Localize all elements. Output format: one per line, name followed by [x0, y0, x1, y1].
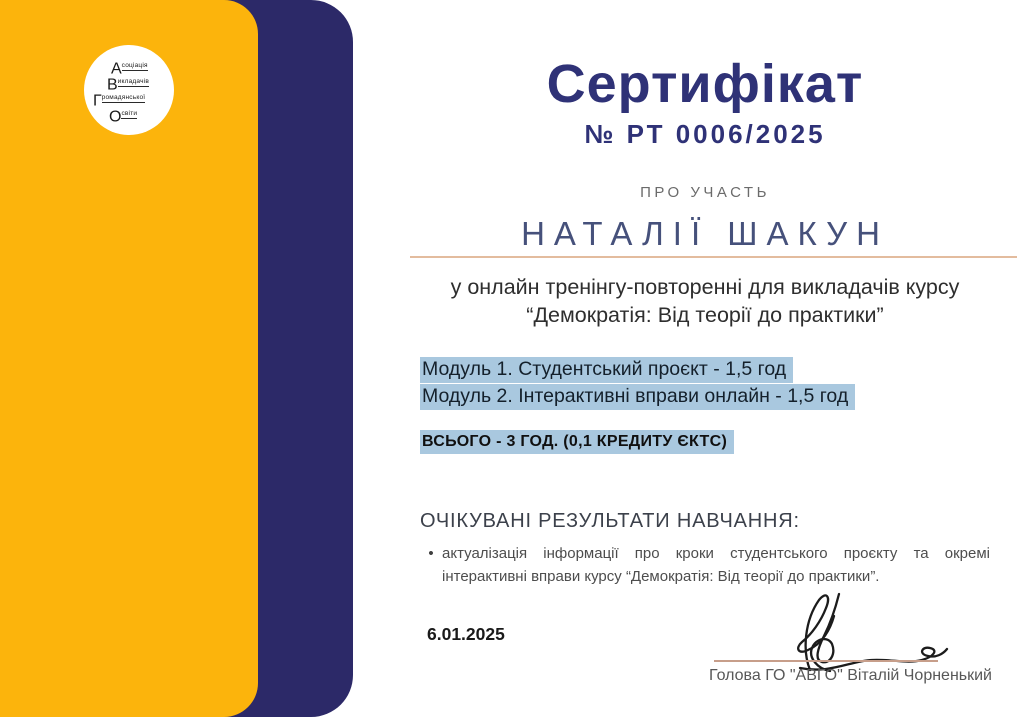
- outcome-text: актуалізація інформації про кроки студентського проєкту та окремі інтерактивні вправи курсу “Демократія: Від теорії до практики”.: [442, 545, 990, 585]
- outcome-item: [420, 543, 990, 588]
- logo-row: [107, 74, 174, 94]
- modules-list: [420, 357, 990, 410]
- logo-word: світи: [121, 110, 138, 117]
- certificate-content: [420, 0, 990, 588]
- course-line-1: у онлайн тренінгу-повторенні для викладачів курсу: [450, 274, 960, 299]
- signature-scribble: [772, 590, 952, 675]
- outcomes-heading: ОЧІКУВАНІ РЕЗУЛЬТАТИ НАВЧАННЯ:: [420, 510, 800, 533]
- course-description: [420, 273, 990, 330]
- logo-letter: В: [107, 76, 118, 94]
- logo-word: соціація: [121, 62, 148, 69]
- signature-line: [714, 660, 938, 662]
- module-item: Модуль 2. Інтерактивні вправи онлайн - 1,5 год: [420, 384, 855, 410]
- logo-letter: А: [111, 60, 122, 78]
- name-underline: [410, 256, 1017, 258]
- logo-word: ромадянської: [101, 94, 146, 101]
- module-item: Модуль 1. Студентський проєкт - 1,5 год: [420, 357, 793, 383]
- participation-label: ПРО УЧАСТЬ: [640, 183, 770, 201]
- avgo-logo: [84, 45, 174, 135]
- logo-word: икладачів: [117, 78, 149, 85]
- certificate-number: № РТ 0006/2025: [584, 118, 826, 149]
- course-line-2: “Демократія: Від теорії до практики”: [526, 303, 884, 328]
- certificate-date: 6.01.2025: [427, 624, 505, 644]
- signature-caption: Голова ГО "АВГО" Віталій Чорненький: [708, 667, 992, 684]
- bullet-icon: •: [428, 545, 434, 563]
- logo-row: [93, 90, 174, 110]
- certificate-title: Сертифікат: [546, 54, 864, 114]
- logo-letter: О: [109, 108, 122, 126]
- logo-row: [111, 58, 174, 78]
- recipient-name: НАТАЛІЇ ШАКУН: [521, 214, 889, 252]
- logo-row: [109, 106, 174, 126]
- logo-letter: Г: [93, 92, 102, 110]
- total-hours: ВСЬОГО - 3 ГОД. (0,1 КРЕДИТУ ЄКТС): [420, 430, 734, 454]
